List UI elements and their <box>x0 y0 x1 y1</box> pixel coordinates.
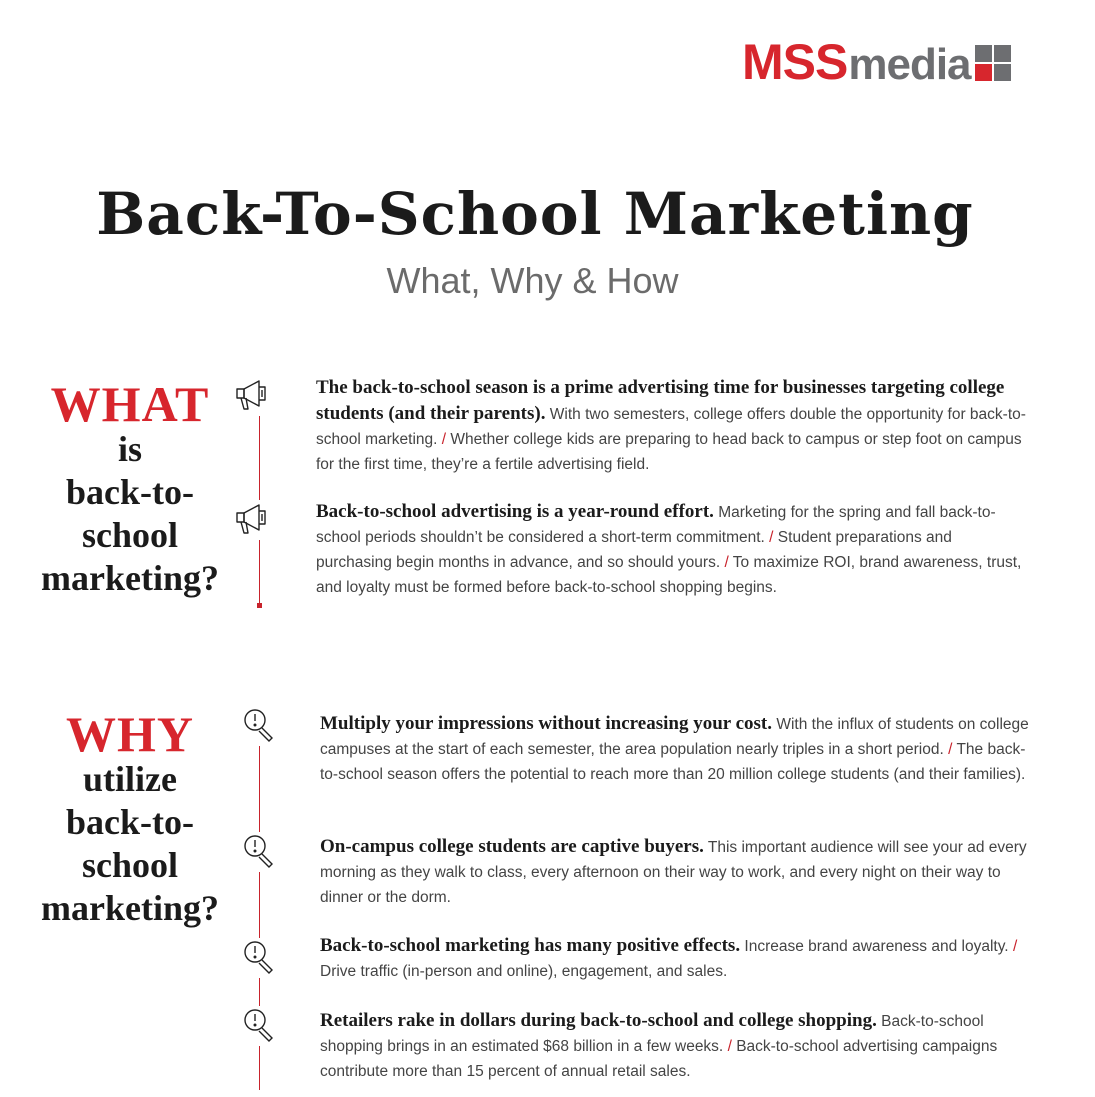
why-paragraph-3: Back-to-school marketing has many positive effects. Increase brand awareness and loyalty. / Drive traffic (in-person and online), engagement, and sales. <box>320 935 1018 980</box>
why-paragraph-1: Multiply your impressions without increasing your cost. With the influx of students on college campuses at the start of each semester, the area population nearly triples in a short period. / The back-to-school season offers the potential to reach more than 20 million college students (and their families). <box>320 713 1029 783</box>
why-paragraph-2 <box>320 834 1032 910</box>
why-4-text: Back-to-school shopping brings in an estimated $68 billion in a few weeks. <box>320 1013 984 1055</box>
logo-text-media: media <box>848 40 971 89</box>
what-1-lead: The back-to-school season is a prime advertising time for businesses targeting college students (and their parents). <box>316 377 1005 424</box>
megaphone-icon <box>234 500 276 540</box>
what-heading-line: back-to- <box>66 472 194 512</box>
logo-grid-icon <box>975 45 1011 81</box>
magnifier-alert-icon <box>238 706 280 746</box>
what-keyword: WHAT <box>50 376 210 432</box>
page-subtitle: What, Why & How <box>386 260 679 301</box>
what-timeline-end <box>257 603 262 608</box>
what-2-text: To maximize ROI, brand awareness, trust, and loyalty must be formed before back-to-school shopping begins. <box>316 554 1022 596</box>
why-1-lead: Multiply your impressions without increasing your cost. <box>320 713 773 734</box>
why-heading-line: marketing? <box>41 888 219 928</box>
what-2-text: Student preparations and purchasing begin months in advance, and so should yours. <box>316 529 952 571</box>
why-paragraph-4: Retailers rake in dollars during back-to-school and college shopping. Back-to-school shopping brings in an estimated $68 billion in a few weeks. / Back-to-school advertising campaigns contribute more than 15 percent of annual retail sales. <box>320 1010 998 1080</box>
what-1-text: Whether college kids are preparing to head back to campus or step foot on campus for the first time, they’re a fertile advertising field. <box>316 431 1022 473</box>
why-3-text: Drive traffic (in-person and online), engagement, and sales. <box>320 963 728 980</box>
why-4-text: Back-to-school advertising campaigns contribute more than 15 percent of annual retail sales. <box>320 1038 998 1080</box>
why-heading-line: back-to- <box>66 802 194 842</box>
why-1-text: The back-to-school season offers the potential to reach more than 20 million college students (and their families). <box>320 741 1026 783</box>
what-heading-line: marketing? <box>41 558 219 598</box>
magnifier-alert-icon <box>238 1006 280 1046</box>
why-heading-line: utilize <box>83 759 177 799</box>
magnifier-alert-icon <box>238 938 280 978</box>
logo-text-mss: MSS <box>742 34 848 90</box>
page-title: Back-To-School Marketing <box>96 180 974 248</box>
mss-media-logo <box>742 34 1011 90</box>
magnifier-alert-icon <box>238 832 280 872</box>
why-4-lead: Retailers rake in dollars during back-to-school and college shopping. <box>320 1010 877 1031</box>
what-heading-line: school <box>81 515 178 555</box>
why-section-heading <box>30 706 230 930</box>
why-2-text: This important audience will see your ad every morning as they walk to class, every afternoon on their way to work, and every night on their way to dinner or the dorm. <box>320 839 1027 906</box>
why-3-lead: Back-to-school marketing has many positive effects. <box>320 935 741 956</box>
why-2-lead: On-campus college students are captive buyers. <box>320 836 704 857</box>
why-keyword: WHY <box>66 706 194 762</box>
what-section-heading <box>30 376 230 600</box>
what-paragraph-1: The back-to-school season is a prime advertising time for businesses targeting college students (and their parents). With two semesters, college offers double the opportunity for back-to-school marketing. / Whether college kids are preparing to head back to campus or step foot on campus for the first time, they’re a fertile advertising field. <box>316 377 1026 473</box>
why-1-text: With the influx of students on college campuses at the start of each semester, the area population nearly triples in a short period. <box>320 716 1029 758</box>
what-heading-line: is <box>117 429 142 469</box>
what-2-text: Marketing for the spring and fall back-to-school periods shouldn’t be considered a short-term commitment. <box>316 504 996 546</box>
megaphone-icon <box>234 376 276 416</box>
what-paragraph-2: Back-to-school advertising is a year-round effort. Marketing for the spring and fall back-to-school periods shouldn’t be considered a short-term commitment. / Student preparations and purchasing begin months in advance, and so should yours. / To maximize ROI, brand awareness, trust, and loyalty must be formed before back-to-school shopping begins. <box>316 501 1022 596</box>
why-heading-line: school <box>81 845 178 885</box>
what-2-lead: Back-to-school advertising is a year-round effort. <box>316 501 714 522</box>
what-1-text: With two semesters, college offers double the opportunity for back-to-school marketing. <box>316 406 1026 448</box>
why-3-text: Increase brand awareness and loyalty. <box>744 938 1009 955</box>
